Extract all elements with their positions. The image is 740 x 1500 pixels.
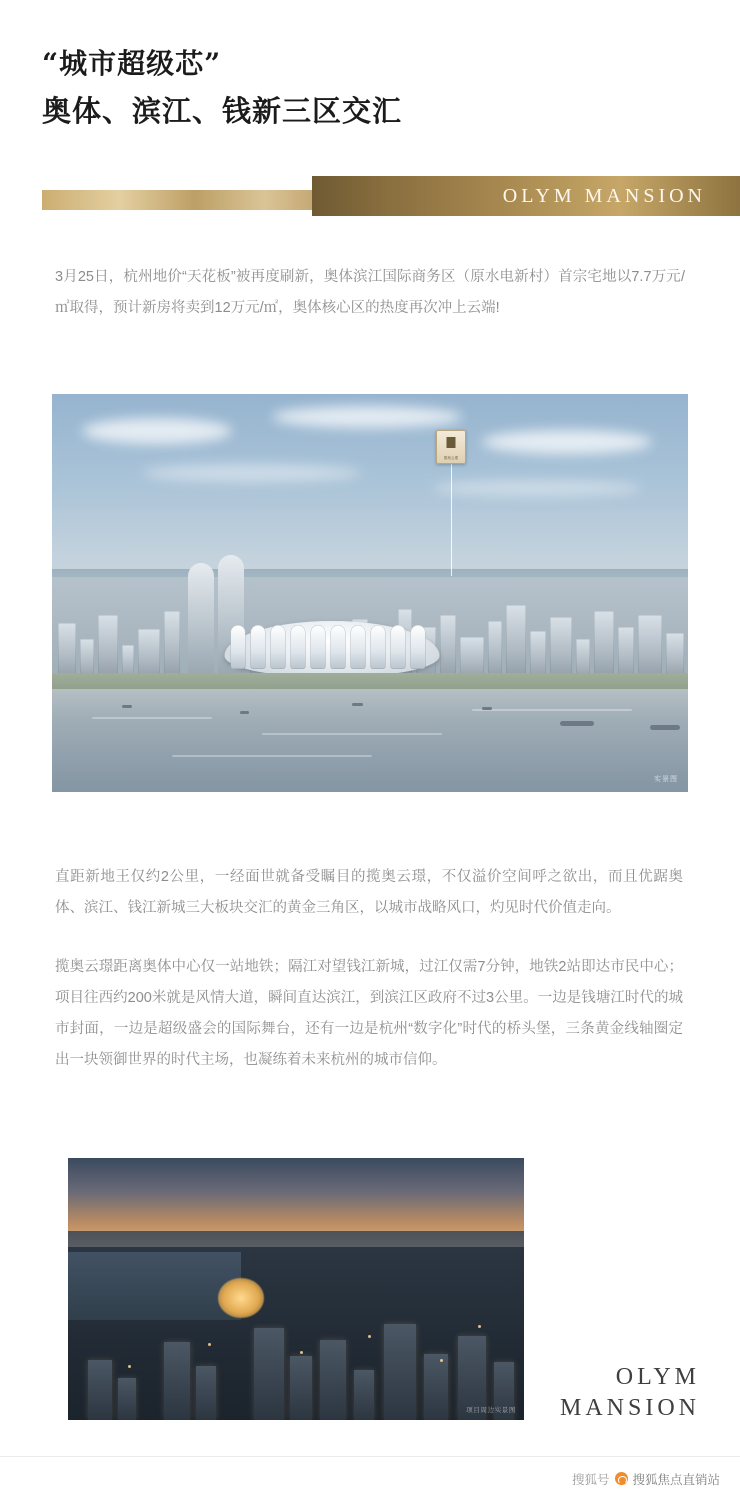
page-title (42, 44, 662, 132)
page-title-line-2: 奥体、滨江、钱新三区交汇 (42, 94, 403, 128)
water-ripple (262, 733, 442, 735)
brand-lockup-line-1: OLYM (615, 1364, 700, 1390)
cloud-shape (432, 480, 642, 496)
stadium-petal (310, 625, 325, 669)
photo1-watermark: 实景图 (654, 776, 678, 783)
stadium-petal (370, 625, 385, 669)
cloud-shape (272, 406, 462, 428)
building-shape (440, 615, 456, 681)
building-shape (118, 1378, 136, 1420)
footer-account-badge[interactable] (615, 1470, 720, 1488)
boat-shape (560, 721, 594, 726)
body-paragraph-2: 揽奥云璟距离奥体中心仅一站地铁；隔江对望钱江新城，过江仅需7分钟，地铁2站即达市民中心；项目往西约200米就是风情大道，瞬间直达滨江，到滨江区政府不过3公里。一边是钱塘江时代的城市封面，一边是超级盛会的国际舞台，还有一边是杭州“数字化”时代的桥头堡，三条黄金线轴圈定出一块领御世界的时代主场，也凝练着未来杭州的城市信仰。 (55, 959, 683, 1068)
building-shape (506, 605, 526, 681)
stadium-petal (250, 625, 265, 669)
body-paragraph-1: 直距新地王仅约2公里，一经面世就备受瞩目的揽奥云璟，不仅溢价空间呼之欲出，而且优踞奥体、滨江、钱江新城三大板块交汇的黄金三角区，以城市战略风口，灼见时代价值走向。 (55, 869, 683, 916)
footer-bar (0, 1456, 740, 1500)
pin-logo-icon (447, 437, 456, 448)
cloud-shape (82, 418, 232, 444)
sohu-logo-icon (615, 1472, 628, 1485)
building-shape (98, 615, 118, 681)
brand-lockup-line-2: MANSION (559, 1395, 700, 1421)
aerial-dusk-photo (68, 1158, 524, 1420)
boat-shape (650, 725, 680, 730)
city-light (368, 1335, 371, 1338)
photo1-river (52, 689, 688, 792)
building-shape (196, 1366, 216, 1420)
boat-shape (482, 707, 492, 710)
stadium-petal (290, 625, 305, 669)
stadium-petal (350, 625, 365, 669)
stadium-petal (230, 625, 245, 669)
building-shape (254, 1328, 284, 1420)
brand-band-gold-left (42, 190, 320, 210)
boat-shape (122, 705, 132, 708)
brand-lockup (560, 1362, 700, 1424)
water-ripple (92, 717, 212, 719)
cloud-shape (482, 430, 652, 454)
city-light (478, 1325, 481, 1328)
building-shape (384, 1324, 416, 1420)
city-light (300, 1351, 303, 1354)
pin-label: 揽奥云璟 (443, 456, 459, 460)
stadium-petal (270, 625, 285, 669)
building-shape (638, 615, 662, 681)
building-shape (164, 611, 180, 681)
boat-shape (352, 703, 363, 706)
project-location-pin (436, 430, 466, 464)
water-ripple (472, 709, 632, 711)
building-shape (164, 1342, 190, 1420)
stadium-petal (390, 625, 405, 669)
brand-band (0, 176, 740, 216)
building-shape (320, 1340, 346, 1420)
cloud-shape (142, 464, 362, 482)
building-shape (354, 1370, 374, 1420)
city-light (128, 1365, 131, 1368)
city-light (208, 1343, 211, 1346)
page-title-line-1: “城市超级芯” (42, 47, 222, 80)
water-ripple (172, 755, 372, 757)
brand-name: OLYM MANSION (502, 184, 706, 207)
landmark-glow (218, 1278, 264, 1318)
footer-account-label: 搜狐号 (571, 1472, 610, 1487)
brand-band-dark-right (312, 176, 740, 216)
boat-shape (240, 711, 249, 714)
photo2-river (68, 1252, 241, 1320)
intro-paragraph: 3月25日，杭州地价“天花板”被再度刷新，奥体滨江国际商务区（原水电新村）首宗宅地以7.7万元/㎡取得，预计新房将卖到12万元/㎡，奥体核心区的热度再次冲上云端! (55, 269, 685, 316)
building-shape (550, 617, 572, 681)
building-shape (488, 621, 502, 681)
twin-tower-shape (188, 563, 214, 681)
photo2-watermark: 项目周边实景图 (466, 1407, 516, 1414)
footer-account-name: 搜狐焦点直销站 (632, 1472, 720, 1487)
building-shape (88, 1360, 112, 1420)
building-shape (424, 1354, 448, 1420)
pin-leader-line (451, 464, 452, 576)
building-shape (594, 611, 614, 681)
building-shape (290, 1356, 312, 1420)
stadium-petal (410, 625, 425, 669)
aerial-daytime-photo (52, 394, 688, 792)
stadium-petal (330, 625, 345, 669)
